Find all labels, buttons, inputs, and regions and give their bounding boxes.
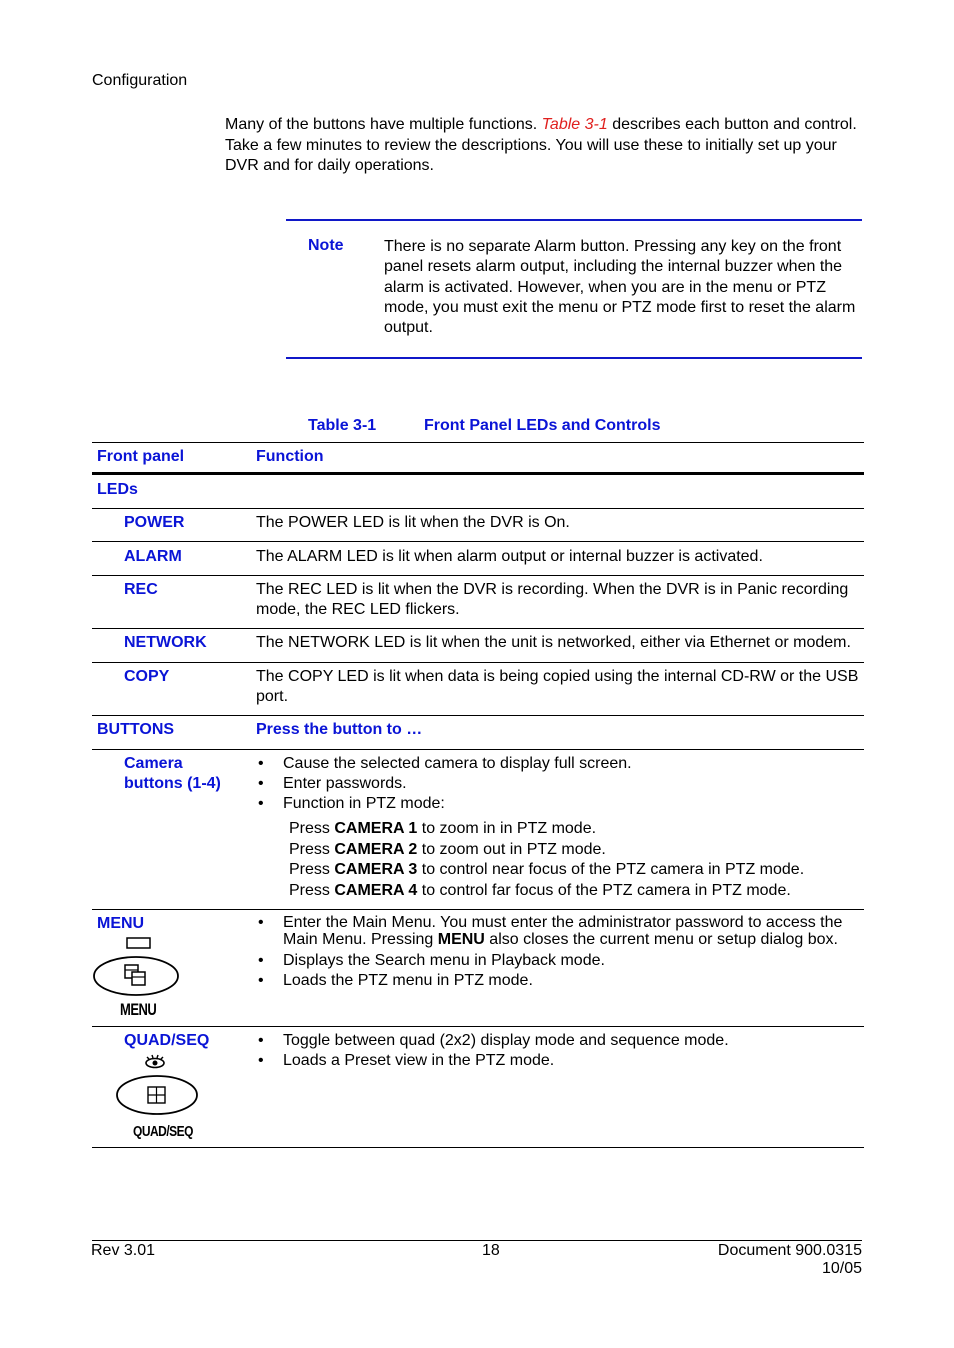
- list-item: • Displays the Search menu in Playback mode.: [256, 951, 862, 971]
- led-power-desc: The POWER LED is lit when the DVR is On.: [256, 514, 570, 531]
- ptz-line: [289, 840, 862, 861]
- quad-seq-button-label: QUAD/SEQ: [133, 1122, 194, 1140]
- footer-document-info: [640, 1242, 862, 1277]
- table-row-rule: [92, 628, 864, 629]
- ptz-post: to zoom in in PTZ mode.: [417, 820, 597, 837]
- table-row-rule: [92, 662, 864, 663]
- eye-icon: [146, 1055, 164, 1068]
- ptz-post: to control near focus of the PTZ camera in PTZ mode.: [417, 861, 805, 878]
- list-item: • Function in PTZ mode:: [256, 794, 862, 814]
- buttons-intro: Press the button to …: [256, 721, 423, 738]
- menu-button-label: MENU: [120, 1000, 157, 1019]
- table-row-rule: [92, 1026, 864, 1027]
- menu-function: [256, 914, 862, 991]
- section-buttons: BUTTONS: [97, 721, 175, 738]
- table-row-rule: [92, 715, 864, 716]
- ptz-pre: Press: [289, 820, 335, 837]
- table-row-rule: [92, 749, 864, 750]
- menu-bullet1-post: also closes the current menu or setup dialog box.: [484, 931, 838, 948]
- table-top-rule: [92, 442, 864, 443]
- menu-bullet1-pre: Enter the Main Menu. You must enter the administrator password to access the Main Menu. Pressing: [283, 914, 843, 948]
- section-leds: LEDs: [97, 481, 138, 498]
- led-alarm-desc: The ALARM LED is lit when alarm output or internal buzzer is activated.: [256, 548, 763, 565]
- led-copy-desc: The COPY LED is lit when data is being copied using the internal CD-RW or the USB port.: [256, 668, 859, 706]
- table-row-rule: [92, 575, 864, 576]
- ptz-post: to control far focus of the PTZ camera in PTZ mode.: [417, 881, 791, 899]
- led-network-name: NETWORK: [124, 634, 207, 651]
- note-top-rule: [286, 219, 862, 221]
- column-header-function: Function: [256, 448, 324, 465]
- note-text: There is no separate Alarm button. Pressing any key on the front panel resets alarm output, including the internal buzzer when the alarm is activated. However, when you are in the menu or PTZ mode, you must exit the menu or PTZ mode first to reset the alarm output.: [384, 238, 856, 337]
- ptz-key: CAMERA 4: [334, 881, 418, 899]
- led-power-name: POWER: [124, 514, 185, 531]
- menu-name: MENU: [97, 915, 145, 932]
- intro-text-after: describes each button and control. Take a few minutes to review the descriptions. You will use these to initially set up your DVR and for daily operations.: [225, 116, 857, 174]
- quad-seq-function: [256, 1031, 862, 1071]
- menu-bullet1-key: MENU: [437, 931, 485, 948]
- led-network-desc: The NETWORK LED is lit when the unit is networked, either via Ethernet or modem.: [256, 634, 851, 651]
- note-bottom-rule: [286, 357, 862, 359]
- list-item: [256, 914, 862, 948]
- ptz-pre: Press: [289, 881, 335, 899]
- quad-seq-button-icon: [114, 1052, 204, 1142]
- ptz-post: to zoom out in PTZ mode.: [417, 840, 606, 858]
- table-caption-title: Front Panel LEDs and Controls: [424, 417, 661, 434]
- table-reference-link[interactable]: Table 3-1: [541, 116, 608, 133]
- led-copy-name: COPY: [124, 668, 170, 685]
- ptz-key: CAMERA 1: [334, 820, 418, 837]
- ptz-line: [289, 860, 862, 881]
- table-header-rule: [92, 472, 864, 475]
- ptz-instructions: [256, 819, 862, 901]
- camera-buttons-name: [124, 754, 221, 795]
- ptz-key: CAMERA 2: [334, 840, 418, 858]
- intro-paragraph: [225, 115, 865, 177]
- table-row-rule: [92, 541, 864, 542]
- list-item: • Loads a Preset view in the PTZ mode.: [256, 1051, 862, 1071]
- led-alarm-name: ALARM: [124, 548, 182, 565]
- ptz-key: CAMERA 3: [334, 861, 418, 878]
- led-rec-name: REC: [124, 581, 158, 598]
- list-item: • Loads the PTZ menu in PTZ mode.: [256, 971, 862, 991]
- quad-seq-name: QUAD/SEQ: [124, 1032, 210, 1049]
- menu-button-icon: [92, 934, 182, 1020]
- intro-text-before: Many of the buttons have multiple functions.: [225, 116, 542, 133]
- ptz-line: [289, 819, 862, 840]
- table-row-rule: [92, 508, 864, 509]
- column-header-front-panel: Front panel: [97, 448, 185, 465]
- footer-rule: [92, 1240, 862, 1241]
- running-header: Configuration: [92, 72, 188, 89]
- camera-name-line2: buttons (1-4): [124, 775, 221, 793]
- led-rec-desc: The REC LED is lit when the DVR is recording. When the DVR is in Panic recording mode, the REC LED flickers.: [256, 581, 849, 619]
- list-item: • Toggle between quad (2x2) display mode and sequence mode.: [256, 1031, 862, 1051]
- note-label: Note: [308, 237, 344, 254]
- ptz-pre: Press: [289, 861, 335, 878]
- camera-name-line1: Camera: [124, 755, 183, 772]
- ptz-pre: Press: [289, 840, 335, 858]
- camera-buttons-function: [256, 754, 862, 901]
- table-caption-number: Table 3-1: [308, 417, 377, 434]
- footer-page-number: 18: [482, 1242, 500, 1259]
- list-item: • Cause the selected camera to display full screen.: [256, 754, 862, 774]
- table-row-rule: [92, 909, 864, 910]
- footer-date: 10/05: [821, 1259, 862, 1277]
- table-bottom-rule: [92, 1147, 864, 1148]
- quad-grid-icon: [148, 1087, 165, 1103]
- list-item: • Enter passwords.: [256, 774, 862, 794]
- footer-document-number: Document 900.0315: [717, 1242, 862, 1259]
- ptz-line: [289, 881, 862, 902]
- footer-revision: Rev 3.01: [91, 1242, 156, 1259]
